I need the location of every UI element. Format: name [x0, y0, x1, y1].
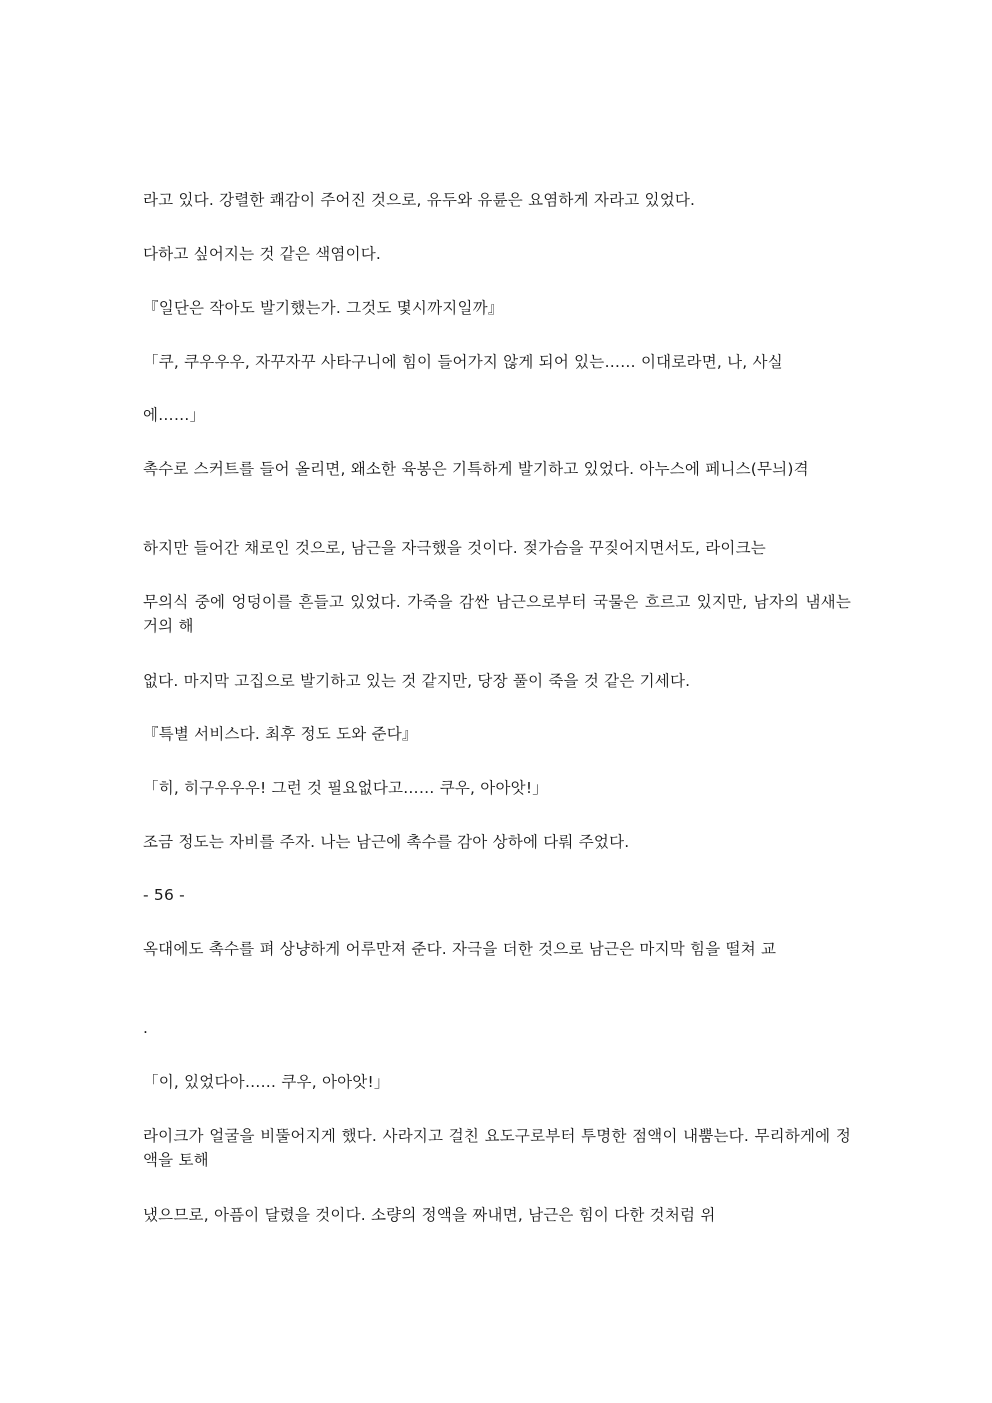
paragraph-line: 촉수로 스커트를 들어 올리면, 왜소한 육봉은 기특하게 발기하고 있었다. 아누스에 페니스(무늬)격 [143, 460, 809, 478]
paragraph-line: 무의식 중에 엉덩이를 흔들고 있었다. 가죽을 감싼 남근으로부터 국물은 흐르고 있지만, 남자의 냄새는 거의 해 [143, 593, 857, 635]
paragraph-line: 「쿠, 쿠우우우, 자꾸자꾸 사타구니에 힘이 들어가지 않게 되어 있는…… 이대로라면, 나, 사실 [143, 353, 783, 371]
paragraph-line: 「이, 있었다아…… 쿠우, 아아앗!」 [143, 1073, 390, 1091]
paragraph-line: 『일단은 작아도 발기했는가. 그것도 몇시까지일까』 [143, 299, 504, 317]
paragraph-line: 옥대에도 촉수를 펴 상냥하게 어루만져 준다. 자극을 더한 것으로 남근은 마지막 힘을 떨쳐 교 [143, 940, 777, 958]
paragraph-line: 다하고 싶어지는 것 같은 색염이다. [143, 245, 382, 263]
paragraph-line: 없다. 마지막 고집으로 발기하고 있는 것 같지만, 당장 풀이 죽을 것 같은 기세다. [143, 672, 691, 690]
paragraph-line: 「히, 히구우우우! 그런 것 필요없다고…… 쿠우, 아아앗!」 [143, 779, 548, 797]
paragraph-line: 에……」 [143, 406, 206, 424]
paragraph-line: . [143, 1019, 149, 1037]
paragraph-line: 하지만 들어간 채로인 것으로, 남근을 자극했을 것이다. 젖가슴을 꾸짖어지면서도, 라이크는 [143, 539, 766, 557]
paragraph-line: 라고 있다. 강렬한 쾌감이 주어진 것으로, 유두와 유륜은 요염하게 자라고 있었다. [143, 191, 696, 209]
paragraph-line: 조금 정도는 자비를 주자. 나는 남근에 촉수를 감아 상하에 다뤄 주었다. [143, 833, 630, 851]
page-number: - 56 - [143, 886, 185, 904]
paragraph-line: 『특별 서비스다. 최후 정도 도와 준다』 [143, 725, 418, 743]
paragraph-line: 냈으므로, 아픔이 달렸을 것이다. 소량의 정액을 짜내면, 남근은 힘이 다한 것처럼 위 [143, 1206, 716, 1224]
paragraph-line: 라이크가 얼굴을 비뚤어지게 했다. 사라지고 걸친 요도구로부터 투명한 점액이 내뿜는다. 무리하게에 정액을 토해 [143, 1127, 851, 1169]
